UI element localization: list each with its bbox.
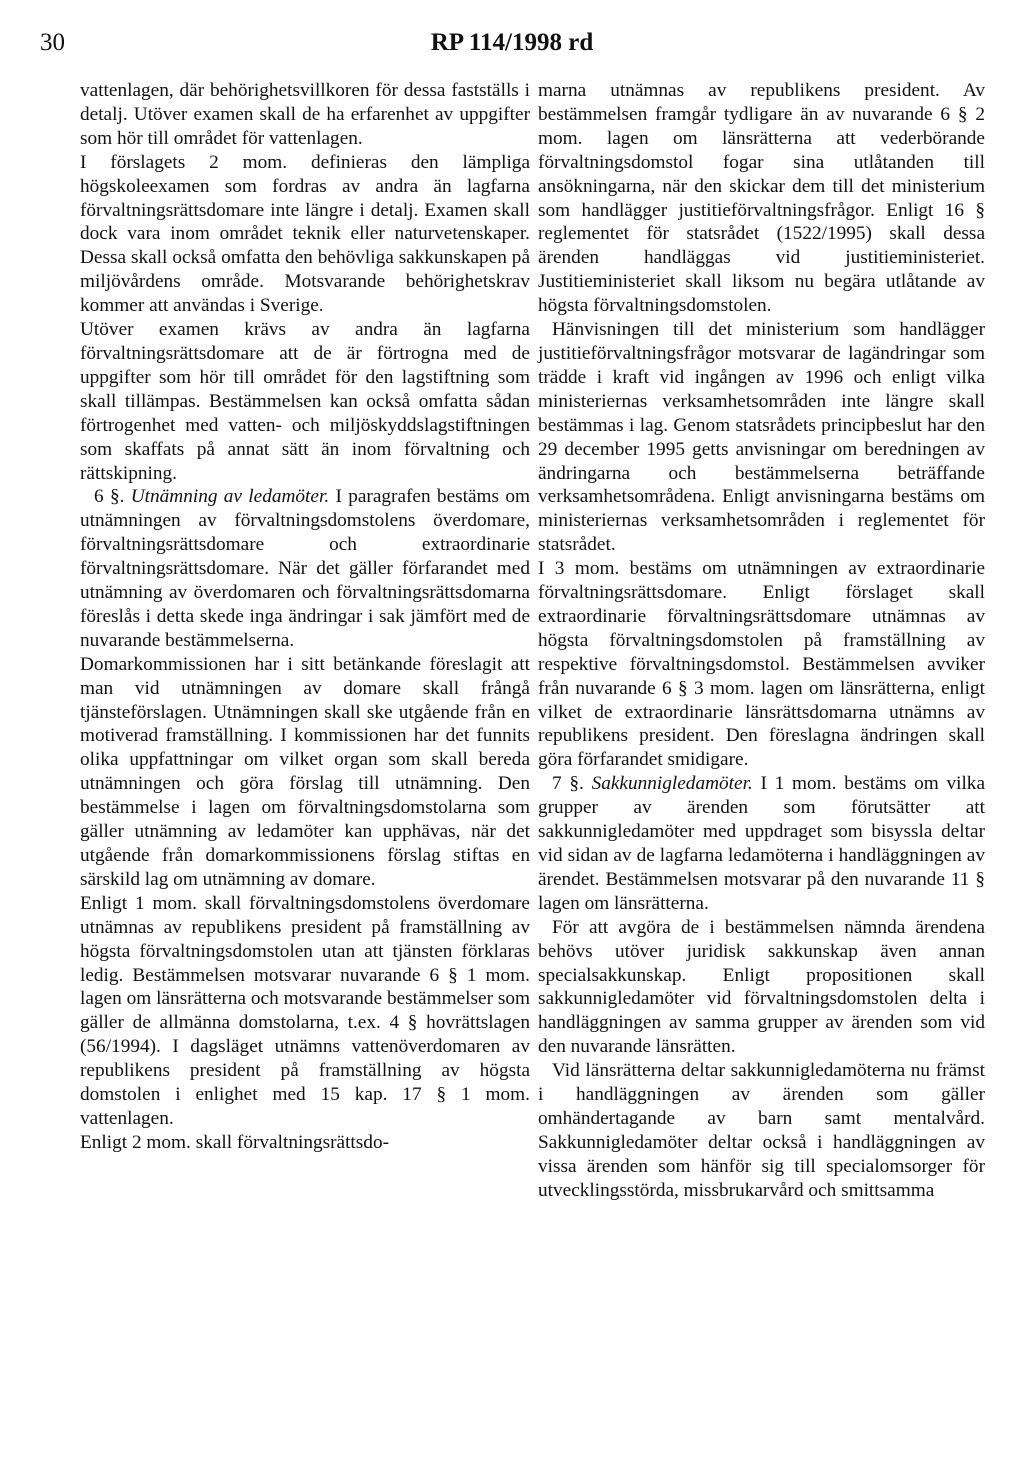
left-paragraph-1: vattenlagen, där behörighetsvillkoren för dessa fastställs i detalj. Utöver examen skall de ha erfarenhet av uppgifter som hör till området för vattenlagen. [80, 80, 530, 149]
right-paragraph-6: Vid länsrätterna deltar sakkunnigledamöterna nu främst i handläggningen av ärenden som gäller omhändertagande av barn samt mentalvård. Sakkunnigledamöter deltar också i handläggningen av vissa ärenden som hänför sig till specialomsorger för utvecklingsstörda, missbrukarvård och smittsamma [538, 1060, 985, 1201]
left-paragraph-2: I förslagets 2 mom. definieras den lämpliga högskoleexamen som fordras av andra än lagfarna förvaltningsrättsdomare inte längre i detalj. Examen skall dock vara inom området teknik eller naturvetenskaper. Dessa skall också omfatta den behövliga sakkunskapen på miljövårdens område. Motsvarande behörighetskrav kommer att användas i Sverige. [80, 151, 530, 317]
page-number: 30 [40, 29, 65, 56]
right-paragraph-1: marna utnämnas av republikens president. Av bestämmelsen framgår tydligare än av nuvarande 6 § 2 mom. lagen om länsrätterna att vederbörande förvaltningsdomstol fogar sina utlåtanden till ansökningarna, när den skickar dem till det ministerium som handlägger justitieförvaltningsfrågor. Enligt 16 § reglementet för statsrådet (1522/1995) skall dessa ärenden handläggas vid justitieministeriet. Justitieministeriet skall liksom nu begära utlåtande av högsta förvaltningsdomstolen. [538, 80, 985, 317]
left-paragraph-7: Enligt 2 mom. skall förvaltningsrättsdo- [80, 1131, 389, 1153]
section-number: 6 §. [94, 486, 131, 508]
section-heading: Sakkunnigledamöter. [591, 773, 753, 795]
running-title: RP 114/1998 rd [430, 29, 594, 56]
left-paragraph-3: Utöver examen krävs av andra än lagfarna förvaltningsrättsdomare att de är förtrogna med de uppgifter som hör till området för den lagstiftning som skall tillämpas. Bestämmelsen kan också omfatta sådan förtrogenhet med vatten- och miljöskyddslagstiftningen som skaffats på annat sätt än inom förvaltning och rättskipning. [80, 319, 530, 484]
left-paragraph-5: Domarkommissionen har i sitt betänkande föreslagit att man vid utnämningen av domare skall frångå tjänsteförslagen. Utnämningen skall ske utgående från en motiverad framställning. I kommissionen har det funnits olika uppfattningar om vilket organ som skall bereda utnämningen och göra förslag till utnämning. Den bestämmelse i lagen om förvaltningsdomstolarna som gäller utnämning av ledamöter kan upphävas, när det utgående från domarkommissionens förslag stiftas en särskild lag om utnämning av domare. [80, 653, 530, 890]
right-paragraph-2: Hänvisningen till det ministerium som handlägger justitieförvaltningsfrågor motsvarar de lagändringar som trädde i kraft vid ingången av 1996 och enligt vilka ministeriernas verksamhetsområden inte längre skall bestämmas i lag. Genom statsrådets principbeslut har den 29 december 1995 getts anvisningar om beredningen av ändringarna och bestämmelserna beträffande verksamhetsområdena. Enligt anvisningarna bestäms om ministeriernas verksamhetsområden i reglementet för statsrådet. [538, 319, 985, 556]
left-column [80, 79, 530, 1155]
right-paragraph-4 [538, 772, 985, 915]
right-paragraph-3: I 3 mom. bestäms om utnämningen av extraordinarie förvaltningsrättsdomare. Enligt förslaget skall extraordinarie förvaltningsrättsdomare utnämnas av högsta förvaltningsdomstolen på framställning av respektive förvaltningsdomstol. Bestämmelsen avviker från nuvarande 6 § 3 mom. lagen om länsrätterna, enligt vilket de extraordinarie länsrättsdomarna utnämns av republikens president. Den föreslagna ändringen skall göra förfarandet smidigare. [538, 558, 985, 771]
left-paragraph-4 [80, 485, 530, 652]
section-number: 7 §. [552, 773, 592, 795]
section-text: I 1 mom. bestäms om vilka grupper av ärenden som förutsätter att sakkunnigledamöter med uppdraget som bisyssla deltar vid sidan av de lagfarna ledamöterna i handläggningen av ärendet. Bestämmelsen motsvarar på den nuvarande 11 § lagen om länsrätterna. [538, 773, 985, 914]
section-heading: Utnämning av ledamöter. [130, 486, 330, 508]
right-column [538, 79, 985, 1203]
right-paragraph-5: För att avgöra de i bestämmelsen nämnda ärendena behövs utöver juridisk sakkunskap även annan specialsakkunskap. Enligt propositionen skall sakkunnigledamöter vid förvaltningsdomstolen delta i handläggningen av samma grupper av ärenden som vid den nuvarande länsrätten. [538, 916, 985, 1058]
page-header [40, 18, 984, 68]
section-text: I paragrafen bestäms om utnämningen av förvaltningsdomstolens överdomare, förvaltningsrättsdomare och extraordinarie förvaltningsrättsdomare. När det gäller förfarandet med utnämning av överdomaren och förvaltningsrättsdomarna föreslås i detta skede inga ändringar i sak jämfört med de nuvarande bestämmelserna. [80, 486, 530, 651]
left-paragraph-6: Enligt 1 mom. skall förvaltningsdomstolens överdomare utnämnas av republikens president på framställning av högsta förvaltningsdomstolen utan att tjänsten förklaras ledig. Bestämmelsen motsvarar nuvarande 6 § 1 mom. lagen om länsrätterna och motsvarande bestämmelser som gäller de allmänna domstolarna, t.ex. 4 § hovrättslagen (56/1994). I dagsläget utnämns vattenöverdomaren av republikens president på framställning av högsta domstolen i enlighet med 15 kap. 17 § 1 mom. vattenlagen. [80, 892, 530, 1129]
